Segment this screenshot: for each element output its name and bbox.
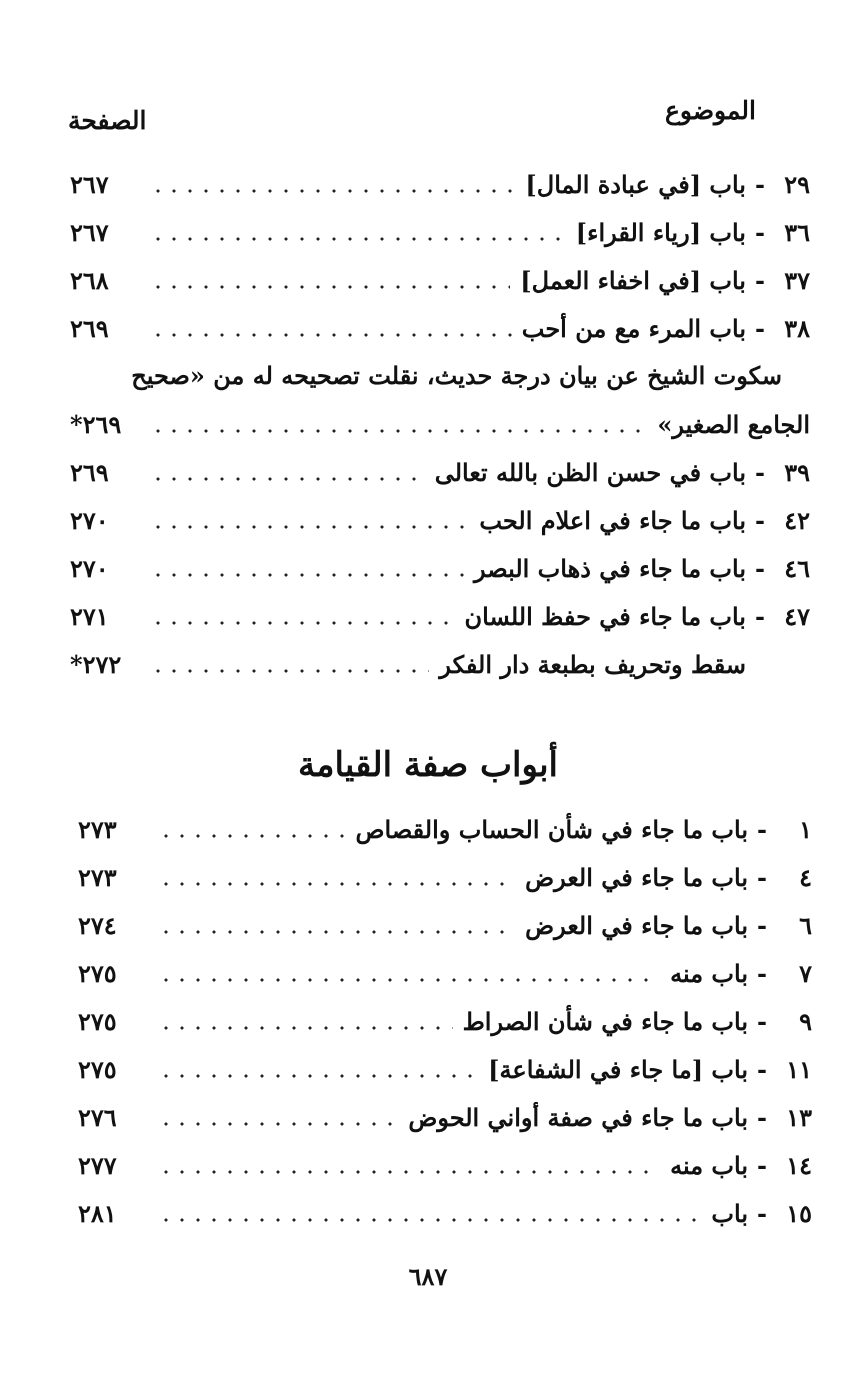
dot-leader xyxy=(158,882,515,886)
toc-header xyxy=(68,96,756,136)
entry-title: باب المرء مع من أحب xyxy=(521,313,746,343)
dot-leader xyxy=(158,1026,453,1030)
toc-entry xyxy=(70,496,810,544)
entry-dash: - xyxy=(755,553,765,583)
entry-title: باب ما جاء في العرض xyxy=(525,862,748,892)
toc-entry xyxy=(70,448,810,496)
toc-note xyxy=(70,352,810,448)
dot-leader xyxy=(150,189,515,193)
entry-number: ٣٦ xyxy=(784,217,810,247)
entry-dash: - xyxy=(755,313,765,343)
note-text: سقط وتحريف بطبعة دار الفكر xyxy=(439,649,746,679)
entry-page: ٢٧٧ xyxy=(78,1150,117,1180)
entry-dash: - xyxy=(757,862,767,892)
toc-entry xyxy=(78,997,812,1045)
dot-leader xyxy=(150,573,464,577)
entry-number: ٣٩ xyxy=(784,457,810,487)
page-number: ٦٨٧ xyxy=(408,1262,448,1291)
toc-entry xyxy=(78,1141,812,1189)
entry-page: ٢٦٧ xyxy=(70,217,109,247)
entry-page: ٢٧٣ xyxy=(78,814,117,844)
page-column-label: الصفحة xyxy=(68,106,147,135)
toc-entry xyxy=(78,1093,812,1141)
entry-title: باب [في اخفاء العمل] xyxy=(520,265,746,295)
dot-leader xyxy=(158,978,660,982)
entry-title: باب منه xyxy=(670,958,748,988)
entry-title: باب ما جاء في شأن الصراط xyxy=(462,1006,748,1036)
entry-page: ٢٦٨ xyxy=(70,265,109,295)
entry-number: ٣٨ xyxy=(784,313,810,343)
dot-leader xyxy=(158,1170,660,1174)
entry-number: ٣٧ xyxy=(784,265,810,295)
note-line-2 xyxy=(70,400,810,448)
toc-entry xyxy=(70,592,810,640)
entry-page: ٢٦٧ xyxy=(70,169,109,199)
toc-entry xyxy=(70,256,810,304)
dot-leader xyxy=(150,525,469,529)
entry-page: ٢٧٦ xyxy=(78,1102,117,1132)
dot-leader xyxy=(158,930,515,934)
entry-dash: - xyxy=(755,265,765,295)
toc-entry xyxy=(78,901,812,949)
entry-dash: - xyxy=(757,814,767,844)
entry-number: ٤٧ xyxy=(784,601,810,631)
entry-title: باب [رياء القراء] xyxy=(575,217,746,247)
toc-entry xyxy=(78,1045,812,1093)
entry-number: ٢٩ xyxy=(784,169,810,199)
toc-entry xyxy=(70,208,810,256)
toc-entry xyxy=(78,853,812,901)
entry-page: ٢٨١ xyxy=(78,1198,117,1228)
entry-dash: - xyxy=(757,1006,767,1036)
entry-title: باب [في عبادة المال] xyxy=(525,169,746,199)
dot-leader xyxy=(158,834,346,838)
entry-dash: - xyxy=(755,169,765,199)
entry-title: باب ما جاء في صفة أواني الحوض xyxy=(408,1102,748,1132)
entry-page: ٢٧٣ xyxy=(78,862,117,892)
dot-leader xyxy=(158,1122,398,1126)
entry-number: ٩ xyxy=(799,1006,812,1036)
entry-page: ٢٧٥ xyxy=(78,1054,117,1084)
toc-group-3 xyxy=(78,805,812,1237)
toc-entry xyxy=(78,1189,812,1237)
note-line-1: سكوت الشيخ عن بيان درجة حديث، نقلت تصحيحه له من «صحيح xyxy=(131,361,782,390)
entry-page: ٢٧٢* xyxy=(70,649,122,679)
entry-title: باب xyxy=(711,1198,748,1228)
toc-note xyxy=(70,640,810,688)
entry-dash: - xyxy=(757,910,767,940)
entry-title: باب [ما جاء في الشفاعة] xyxy=(488,1054,748,1084)
entry-page: ٢٧٤ xyxy=(78,910,117,940)
dot-leader xyxy=(150,429,647,433)
toc-entry xyxy=(70,304,810,352)
topic-column-label: الموضوع xyxy=(665,96,756,125)
toc-group-1 xyxy=(70,160,810,688)
note-text: الجامع الصغير» xyxy=(657,409,810,439)
entry-title: باب ما جاء في ذهاب البصر xyxy=(474,553,746,583)
dot-leader xyxy=(150,237,566,241)
entry-title: باب في حسن الظن بالله تعالى xyxy=(434,457,746,487)
entry-page: ٢٦٩ xyxy=(70,457,109,487)
entry-dash: - xyxy=(755,217,765,247)
entry-title: باب منه xyxy=(670,1150,748,1180)
entry-number: ٤٦ xyxy=(784,553,810,583)
entry-dash: - xyxy=(757,1198,767,1228)
entry-number: ٤٢ xyxy=(784,505,810,535)
entry-dash: - xyxy=(755,601,765,631)
entry-page: ٢٧١ xyxy=(70,601,109,631)
entry-number: ٦ xyxy=(799,910,812,940)
entry-number: ١٣ xyxy=(786,1102,812,1132)
dot-leader xyxy=(150,621,455,625)
entry-page: ٢٧٠ xyxy=(70,553,109,583)
entry-title: باب ما جاء في اعلام الحب xyxy=(479,505,746,535)
entry-dash: - xyxy=(757,1150,767,1180)
toc-entry xyxy=(70,160,810,208)
entry-dash: - xyxy=(757,958,767,988)
section-title: أبواب صفة القيامة xyxy=(298,745,558,785)
entry-dash: - xyxy=(757,1102,767,1132)
entry-title: باب ما جاء في حفظ اللسان xyxy=(464,601,746,631)
entry-dash: - xyxy=(755,505,765,535)
entry-number: ٤ xyxy=(799,862,812,892)
entry-page: ٢٧٠ xyxy=(70,505,109,535)
entry-page: ٢٧٥ xyxy=(78,958,117,988)
entry-page: ٢٧٥ xyxy=(78,1006,117,1036)
entry-dash: - xyxy=(757,1054,767,1084)
entry-dash: - xyxy=(755,457,765,487)
entry-page: ٢٦٩ xyxy=(70,313,109,343)
dot-leader xyxy=(150,285,510,289)
entry-number: ١٤ xyxy=(786,1150,812,1180)
entry-number: ١١ xyxy=(786,1054,812,1084)
entry-number: ١٥ xyxy=(786,1198,812,1228)
dot-leader xyxy=(150,333,512,337)
toc-entry xyxy=(78,949,812,997)
entry-title: باب ما جاء في شأن الحساب والقصاص xyxy=(355,814,748,844)
dot-leader xyxy=(158,1074,478,1078)
entry-number: ١ xyxy=(799,814,812,844)
toc-entry xyxy=(70,544,810,592)
toc-entry xyxy=(78,805,812,853)
entry-page: ٢٦٩* xyxy=(70,409,122,439)
dot-leader xyxy=(150,477,425,481)
dot-leader xyxy=(158,1218,701,1222)
entry-title: باب ما جاء في العرض xyxy=(525,910,748,940)
dot-leader xyxy=(150,669,429,673)
entry-number: ٧ xyxy=(799,958,812,988)
